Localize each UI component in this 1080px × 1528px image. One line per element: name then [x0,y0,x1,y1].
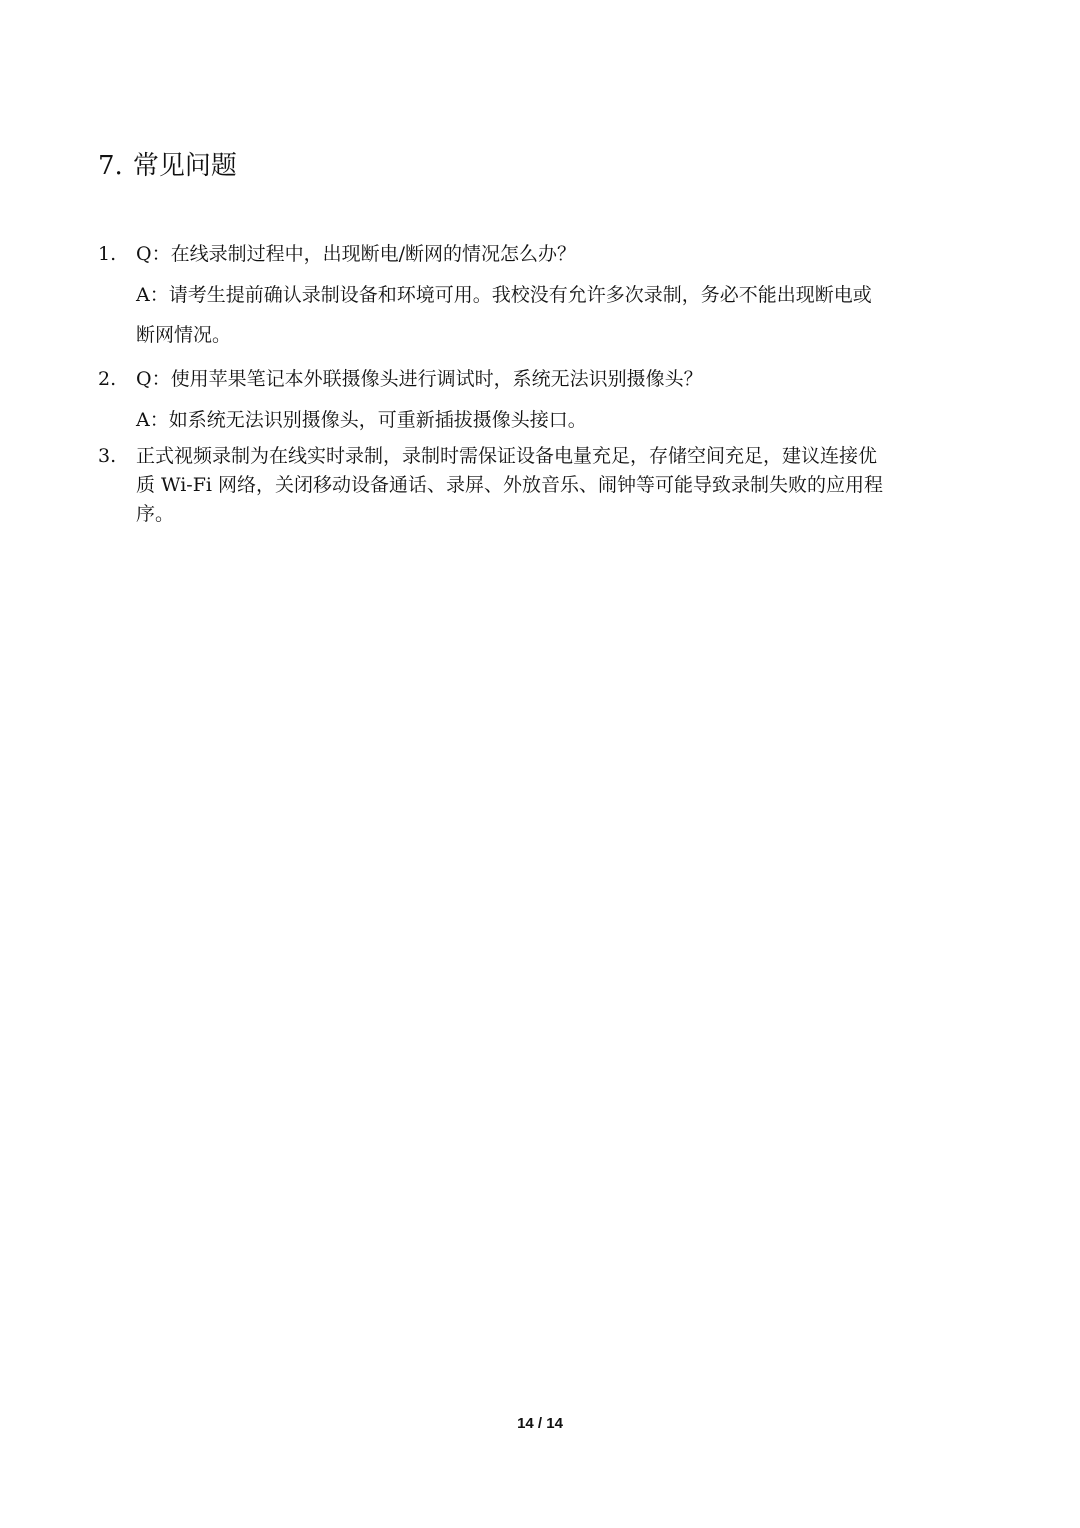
page-number-footer: 14 / 14 [517,1415,563,1432]
section-title: 常见问题 [132,151,237,181]
faq-question: Q：使用苹果笔记本外联摄像头进行调试时，系统无法识别摄像头？ [136,368,703,390]
faq-text: 正式视频录制为在线实时录制，录制时需保证设备电量充足，存储空间充足，建议连接优 [136,445,878,467]
faq-item-number: 2. [98,368,117,390]
faq-item-3-line-3: 序。 [136,503,175,525]
section-heading [98,146,237,186]
faq-item-1-answer-line-2: 断网情况。 [136,324,232,346]
faq-item-3-line-2: 质 Wi-Fi 网络，关闭移动设备通话、录屏、外放音乐、闹钟等可能导致录制失败的应用程 [136,474,884,496]
faq-item-2-answer-line-1: A：如系统无法识别摄像头，可重新插拔摄像头接口。 [136,409,587,431]
faq-item-number: 1. [98,243,117,265]
faq-item-1-answer-line-1: A：请考生提前确认录制设备和环境可用。我校没有允许多次录制，务必不能出现断电或 [136,284,872,306]
section-number: 7. [98,151,123,181]
faq-question: Q：在线录制过程中，出现断电/断网的情况怎么办？ [136,243,576,265]
faq-item-number: 3. [98,445,117,467]
